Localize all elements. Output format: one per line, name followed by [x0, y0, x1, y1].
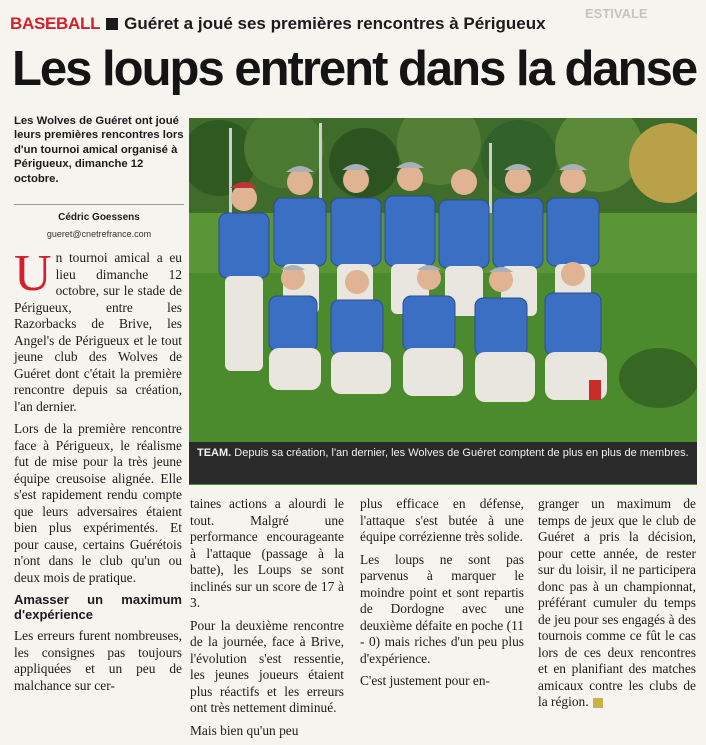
- paragraph: plus efficace en défense, l'attaque s'est butée à une équipe corrézienne très solide.: [360, 496, 524, 544]
- end-mark-icon: [593, 698, 603, 708]
- article-column-3: [360, 496, 524, 696]
- paragraph: C'est justement pour en-: [360, 673, 490, 688]
- article-kicker: [10, 12, 546, 36]
- drop-cap: U: [14, 245, 52, 302]
- lead-paragraph: Les Wolves de Guéret ont joué leurs premières rencontres lors d'un tournoi amical organisé à Périgueux, dimanche 12 octobre.: [14, 115, 184, 185]
- caption-label: TEAM.: [197, 447, 232, 459]
- paragraph: Lors de la première rencontre face à Périgueux, le réalisme fut de mise pour la très jeune équipe creusoise alignée. Elle s'est rapidement rendu compte que leurs adversaires étaient bien plus expérimentés. Et pour cause, certains Guérétois n'ont dans le club qu'un ou deux mois de pratique.: [14, 421, 182, 585]
- paragraph: taines actions a alourdi le tout. Malgré une performance encourageante à l'attaque (passage à la batte), les Loups se sont inclinés sur un score de 17 à 3.: [190, 496, 344, 610]
- divider: [14, 204, 184, 205]
- rubric-label: BASEBALL: [10, 14, 101, 33]
- paragraph: Pour la deuxième rencontre de la journée, face à Brive, l'évolution s'est ressentie, les jeunes joueurs étaient plus réactifs et les erreurs ont très nettement diminué.: [190, 617, 344, 715]
- paragraph: [14, 245, 182, 415]
- deck-title: Guéret a joué ses premières rencontres à Périgueux: [124, 14, 546, 33]
- paragraph: Les erreurs furent nombreuses, les consignes pas toujours appliquées et un peu de malchance sur cer-: [14, 628, 182, 693]
- paragraph: [538, 496, 696, 711]
- byline-author: Cédric Goessens: [58, 212, 140, 223]
- article-column-1: [14, 245, 182, 700]
- paragraph: Mais bien qu'un peu: [190, 722, 299, 738]
- article-column-4: [538, 496, 696, 717]
- paragraph: Les loups ne sont pas parvenus à marquer le moindre point et sont repartis de Dordogne avec une deuxième défaite en poche (11 - 0) mais riches d'un peu plus d'expérience.: [360, 551, 524, 666]
- team-photo-illustration: [189, 118, 697, 485]
- article-column-2: [190, 496, 344, 745]
- paragraph-text: granger un maximum de temps de jeux que le club de Guéret a pris la décision, pour cette année, de rester sur du loisir, il ne participera donc pas à un championnat, préférant cumuler du temps de jeu pour ses engagés à des tournois comme ce fût le cas lors de ces deux rencontres et en planifiant des matches amicaux contre les clubs de la région.: [538, 496, 696, 709]
- neighbor-rubric: ESTIVALE: [585, 6, 648, 21]
- paragraph-text: n tournoi amical a eu lieu dimanche 12 octobre, sur le stade de Périgueux, entre les Razorbacks de Brive, les Angel's de Périgueux et le tout jeune club des Wolves de Guéret dont c'était la première rencontre depuis sa création, l'an dernier.: [14, 250, 182, 414]
- caption-text: Depuis sa création, l'an dernier, les Wolves de Guéret comptent de plus en plus de membres.: [234, 447, 689, 459]
- photo-caption: [189, 442, 697, 484]
- square-bullet-icon: [106, 18, 118, 30]
- section-subhead: Amasser un maximum d'expérience: [14, 592, 182, 622]
- team-photo: [189, 118, 697, 485]
- headline: Les loups entrent dans la danse: [12, 42, 697, 96]
- byline-email: gueret@cnetrefrance.com: [46, 229, 152, 239]
